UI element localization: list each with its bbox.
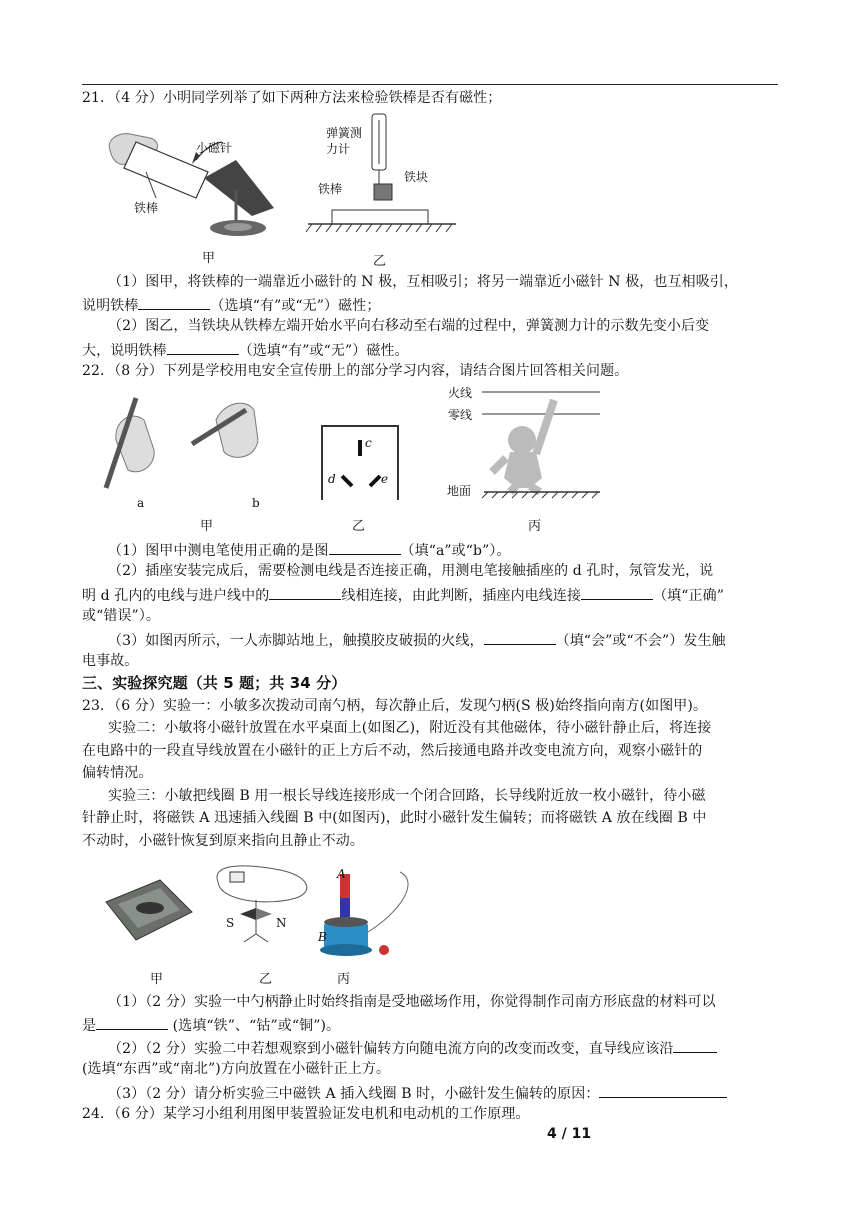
q23-l4: 偏转情况。 xyxy=(82,765,153,781)
q21-p2-b: 大，说明铁棒 （选填“有”或“无”）磁性。 xyxy=(82,339,782,361)
q22-p2-c: 或“错误”）。 xyxy=(82,608,161,624)
answer-blank[interactable] xyxy=(599,1082,727,1098)
q23-l1: 23．（6 分）实验一：小敏多次拨动司南勺柄，每次静止后，发现勺柄(S 极)始终指向南方(如图甲)。 xyxy=(82,698,708,714)
q22-label-b: b xyxy=(252,496,260,510)
q23-label-A: A xyxy=(337,867,346,881)
q21-title: 21．（4 分）小明同学列举了如下两种方法来检验铁棒是否有磁性； xyxy=(82,90,502,106)
q22-label-e: e xyxy=(381,472,389,486)
q23-caption-c: 丙 xyxy=(337,972,351,987)
q23-p1-b: 是 (选填“铁”、“钴”或“铜”)。 xyxy=(82,1014,782,1036)
q23-p2-b: (选填“东西”或“南北”)方向放置在小磁针正上方。 xyxy=(82,1061,391,1077)
q23-l2: 实验二：小敏将小磁针放置在水平桌面上(如图乙)，附近没有其他磁体，待小磁针静止后，将连接 xyxy=(108,720,712,736)
q23-p2-a: （2）（2 分）实验二中若想观察到小磁针偏转方向随电流方向的改变而改变，直导线应该沿 xyxy=(108,1037,782,1059)
q22-p1: （1）图甲中测电笔使用正确的是图 （填“a”或“b”）。 xyxy=(108,539,782,561)
q21-label-bar-b: 铁棒 xyxy=(318,182,343,196)
q21-figure xyxy=(96,112,456,262)
answer-blank[interactable] xyxy=(329,539,401,555)
q22-label-c: c xyxy=(365,436,372,450)
q21-p1-b: 说明铁棒 （选填“有”或“无”）磁性； xyxy=(82,294,782,316)
q22-label-fire: 火线 xyxy=(448,386,473,400)
section-3-heading: 三、实验探究题（共 5 题；共 34 分） xyxy=(82,674,347,692)
q22-p2-a: （2）插座安装完成后，需要检测电线是否连接正确，用测电笔接触插座的 d 孔时，氖管发光，说 xyxy=(108,563,714,579)
q22-p3-a: （3）如图丙所示，一人赤脚站地上，触摸胶皮破损的火线， （填“会”或“不会”）发生触 xyxy=(108,629,782,651)
q22-figure xyxy=(96,380,616,500)
q22-label-ground: 地面 xyxy=(447,484,472,498)
q23-figure xyxy=(100,862,420,962)
q23-caption-b: 乙 xyxy=(259,972,273,987)
q21-label-spring2: 力计 xyxy=(326,142,351,156)
q22-label-d: d xyxy=(328,472,336,486)
q22-p2-b: 明 d 孔内的电线与进户线中的 线相连接，由此判断，插座内电线连接 （填“正确” xyxy=(82,584,782,606)
q23-p3: （3）（2 分）请分析实验三中磁铁 A 插入线圈 B 时，小磁针发生偏转的原因： xyxy=(108,1082,782,1104)
answer-blank[interactable] xyxy=(673,1037,717,1053)
q22-label-a: a xyxy=(137,496,145,510)
q21-label-spring1: 弹簧测 xyxy=(326,126,363,140)
q21-caption-a: 甲 xyxy=(202,251,216,266)
q23-l7: 不动时，小磁针恢复到原来指向且静止不动。 xyxy=(82,833,364,849)
q22-title: 22．（8 分）下列是学校用电安全宣传册上的部分学习内容，请结合图片回答相关问题。 xyxy=(82,363,629,379)
q22-label-zero: 零线 xyxy=(448,408,473,422)
q22-caption-a: 甲 xyxy=(200,519,214,534)
q21-p2-a: （2）图乙，当铁块从铁棒左端开始水平向右移动至右端的过程中，弹簧测力计的示数先变小后变 xyxy=(108,318,710,334)
q23-label-S: S xyxy=(226,916,235,930)
q23-l6: 针静止时，将磁铁 A 迅速插入线圈 B 中(如图丙)，此时小磁针发生偏转；而将磁铁 A 放在线圈 B 中 xyxy=(82,810,707,826)
q21-caption-b: 乙 xyxy=(373,254,387,269)
q23-label-B: B xyxy=(318,930,327,944)
answer-blank[interactable] xyxy=(484,629,556,645)
q22-caption-b: 乙 xyxy=(352,519,366,534)
page-number: 4 / 11 xyxy=(547,1126,592,1142)
q23-p1-a: （1）（2 分）实验一中勺柄静止时始终指南是受地磁场作用，你觉得制作司南方形底盘的材料可以 xyxy=(108,994,716,1010)
answer-blank[interactable] xyxy=(581,584,653,600)
q24-title: 24．（6 分）某学习小组利用图甲装置验证发电机和电动机的工作原理。 xyxy=(82,1106,530,1122)
q23-label-N: N xyxy=(276,916,287,930)
q23-l3: 在电路中的一段直导线放置在小磁针的正上方后不动，然后接通电路并改变电流方向，观察小磁针的 xyxy=(82,743,703,759)
answer-blank[interactable] xyxy=(167,339,239,355)
q22-caption-c: 丙 xyxy=(528,519,542,534)
answer-blank[interactable] xyxy=(269,584,341,600)
q21-label-bar-a: 铁棒 xyxy=(134,201,159,215)
q23-caption-a: 甲 xyxy=(150,972,164,987)
answer-blank[interactable] xyxy=(96,1014,168,1030)
q21-p1-a: （1）图甲，将铁棒的一端靠近小磁针的 N 极，互相吸引；将另一端靠近小磁针 N 极，也互相吸引， xyxy=(108,274,739,290)
q23-l5: 实验三：小敏把线圈 B 用一根长导线连接形成一个闭合回路，长导线附近放一枚小磁针，待小磁 xyxy=(108,788,706,804)
q22-p3-b: 电事故。 xyxy=(82,653,139,669)
q21-label-compass: 小磁针 xyxy=(196,141,233,155)
header-rule xyxy=(82,84,778,85)
q21-label-block: 铁块 xyxy=(404,170,429,184)
answer-blank[interactable] xyxy=(138,294,210,310)
